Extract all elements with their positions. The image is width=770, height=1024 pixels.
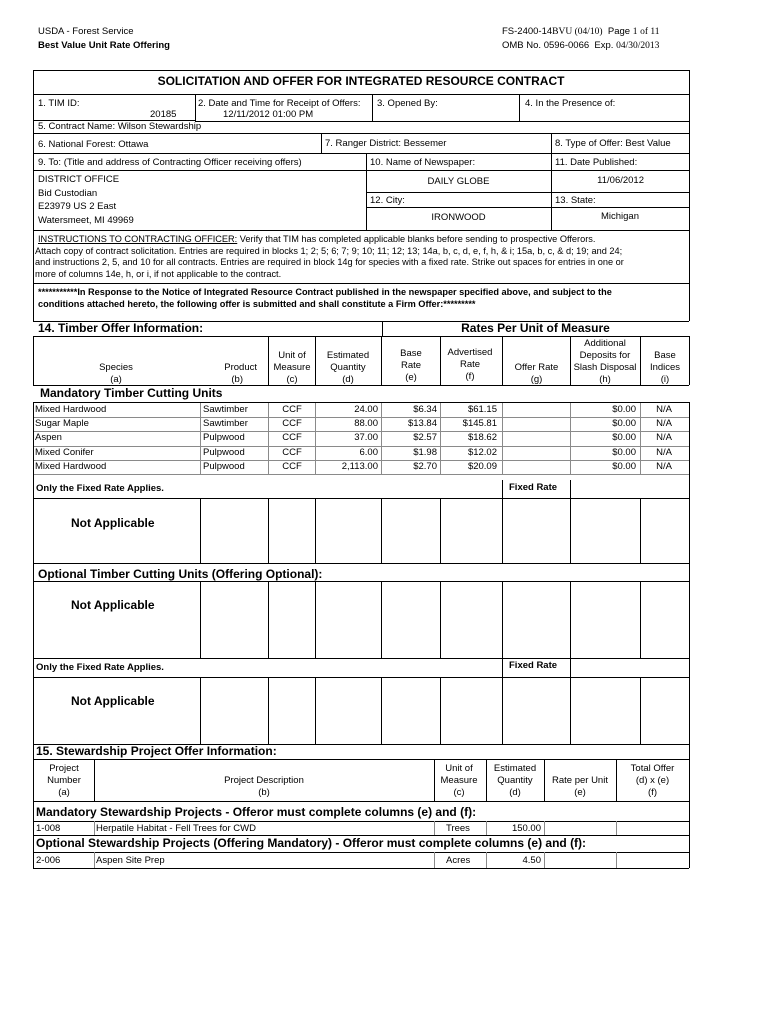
main-title: SOLICITATION AND OFFER FOR INTEGRATED RESOURCE CONTRACT xyxy=(157,74,565,88)
cell-unit-of-measure: CCF xyxy=(282,460,302,472)
col-label: (a) xyxy=(58,787,70,798)
tim-id-label: 1. TIM ID: xyxy=(38,98,80,109)
col-label: Project Description xyxy=(224,775,304,786)
total-offer-input[interactable] xyxy=(616,854,688,866)
address-line: E23979 US 2 East xyxy=(38,201,117,212)
ranger-district: 7. Ranger District: Bessemer xyxy=(325,138,447,149)
cell-product: Pulpwood xyxy=(203,432,245,444)
optional-stewardship-title: Optional Stewardship Projects (Offering Mandatory) - Offeror must complete columns (e) and (f): xyxy=(36,836,587,850)
col-label: (f) xyxy=(465,371,475,382)
optional-timber-title: Optional Timber Cutting Units (Offering Optional): xyxy=(38,567,323,581)
instructions-block xyxy=(38,234,688,246)
project-description: Herpatile Habitat - Fell Trees for CWD xyxy=(96,823,256,834)
cell-product: Sawtimber xyxy=(203,418,248,430)
fixed-rate-label: Fixed Rate xyxy=(509,660,558,671)
opened-by-label: 3. Opened By: xyxy=(377,98,438,109)
cell-species: Mixed Hardwood xyxy=(35,404,107,415)
newspaper-label: 10. Name of Newspaper: xyxy=(370,157,476,168)
instructions-body xyxy=(35,246,689,281)
col-label: (d) xyxy=(509,787,521,798)
cell-unit-of-measure: CCF xyxy=(282,404,302,415)
form-number: FS-2400-14 xyxy=(502,26,553,37)
cell-estimated-quantity: 2,113.00 xyxy=(341,460,378,472)
col-label: Estimated xyxy=(326,350,370,361)
receipt-value: 12/11/2012 01:00 PM xyxy=(223,109,314,120)
offer-rate-input[interactable] xyxy=(503,447,569,460)
offer-rate-input[interactable] xyxy=(503,461,569,474)
total-offer-input[interactable] xyxy=(616,822,688,834)
offer-rate-input[interactable] xyxy=(503,418,569,431)
row-divider xyxy=(33,474,689,475)
cell-base-indices: N/A xyxy=(656,446,672,458)
col-header-project-description xyxy=(94,775,434,799)
contract-name: 5. Contract Name: Wilson Stewardship xyxy=(38,121,202,132)
city-label: 12. City: xyxy=(370,195,405,206)
published-label: 11. Date Published: xyxy=(555,157,638,168)
col-label: Unit of xyxy=(278,350,306,361)
state-label: 13. State: xyxy=(555,195,596,206)
project-description: Aspen Site Prep xyxy=(96,855,165,866)
cell-base-rate: $2.57 xyxy=(413,432,437,444)
firm-offer-notice xyxy=(38,287,688,310)
col-label: Advertised xyxy=(447,347,493,358)
project-number: 1-008 xyxy=(36,823,61,834)
col-label: (c) xyxy=(453,787,465,798)
cell-base-indices: N/A xyxy=(656,418,672,430)
not-applicable-label: Not Applicable xyxy=(71,516,155,530)
col-header-product xyxy=(200,362,257,386)
fixed-rate-only-note: Only the Fixed Rate Applies. xyxy=(36,662,164,673)
presence-label: 4. In the Presence of: xyxy=(525,98,616,109)
receipt-label: 2. Date and Time for Receipt of Offers: xyxy=(198,98,361,109)
cell-advertised-rate: $20.09 xyxy=(467,460,497,472)
instructions-line: Verify that TIM has completed applicable blanks before sending to prospective Offerors. xyxy=(237,234,596,244)
cell-advertised-rate: $18.62 xyxy=(467,432,497,444)
col-label: Deposits for xyxy=(579,350,631,361)
col-header-offer-rate xyxy=(503,362,570,386)
national-forest: 6. National Forest: Ottawa xyxy=(38,139,149,150)
newspaper-value: DAILY GLOBE xyxy=(427,176,490,187)
col-label: (d) x (e) xyxy=(635,775,670,786)
col-label: Measure xyxy=(440,775,478,786)
col-label: (a) xyxy=(110,374,122,385)
col-label: Species xyxy=(99,362,133,373)
address-line: Bid Custodian xyxy=(38,187,98,199)
cell-slash-deposit: $0.00 xyxy=(612,418,636,430)
cell-base-indices: N/A xyxy=(656,432,672,444)
timber-section-title: 14. Timber Offer Information: xyxy=(38,321,204,335)
page-of: of 11 xyxy=(640,27,660,37)
col-header-unit-of-measure xyxy=(434,763,484,799)
offer-rate-input[interactable] xyxy=(503,404,569,417)
col-label: (e) xyxy=(574,787,586,798)
cell-estimated-quantity: 88.00 xyxy=(354,418,378,430)
cell-base-rate: $1.98 xyxy=(413,446,437,458)
instructions-line: and instructions 2, 5, and 10 for all contracts. Entries are required in block 14g for species with a fixed rate. Strike out spaces for entries in one or xyxy=(35,257,624,267)
column-divider xyxy=(381,403,382,474)
cell-slash-deposit: $0.00 xyxy=(612,460,636,472)
col-header-advertised-rate xyxy=(440,347,500,383)
cell-base-rate: $6.34 xyxy=(413,404,437,415)
col-label: (g) xyxy=(530,374,543,385)
form-title: Best Value Unit Rate Offering xyxy=(38,40,170,51)
cell-base-rate: $13.84 xyxy=(407,418,437,430)
exp-date: 04/30/2013 xyxy=(616,41,660,51)
column-divider xyxy=(502,403,503,474)
exp-label: Exp. xyxy=(594,40,614,51)
cell-advertised-rate: $145.81 xyxy=(462,418,497,430)
col-label: Quantity xyxy=(497,775,533,786)
project-unit: Trees xyxy=(446,823,470,834)
col-label: (c) xyxy=(286,374,298,385)
col-label: Total Offer xyxy=(630,763,675,774)
col-label: Rate per Unit xyxy=(552,775,608,786)
column-divider xyxy=(200,403,201,474)
col-label: Quantity xyxy=(330,362,366,373)
col-label: Rate xyxy=(459,359,481,370)
rate-per-unit-input[interactable] xyxy=(544,822,615,834)
project-number: 2-006 xyxy=(36,855,61,866)
project-quantity: 150.00 xyxy=(511,823,541,834)
col-label: Rate xyxy=(400,360,422,371)
col-label: (b) xyxy=(258,787,270,798)
tim-id-value: 20185 xyxy=(150,109,177,120)
cell-product: Pulpwood xyxy=(203,446,245,458)
cell-unit-of-measure: CCF xyxy=(282,418,302,430)
mandatory-stewardship-title: Mandatory Stewardship Projects - Offeror must complete columns (e) and (f): xyxy=(36,805,477,819)
col-label: (i) xyxy=(660,374,670,385)
col-label: Offer Rate xyxy=(514,362,559,373)
col-label: Estimated xyxy=(493,763,537,774)
instructions-line: Attach copy of contract solicitation. Entries are required in blocks 1; 2; 5; 6; 7; 9; 10; 11; 12; 13; 14a, b, c, d, e, f, h, & i; 15a, b, c, & d; 19; and 24; xyxy=(35,245,623,256)
instructions-heading: INSTRUCTIONS TO CONTRACTING OFFICER: xyxy=(38,234,238,244)
column-divider xyxy=(268,403,269,474)
cell-base-rate: $2.70 xyxy=(413,460,437,472)
column-divider xyxy=(315,403,316,474)
notice-line: conditions attached hereto, the following offer is submitted and shall constitute a Firm Offer:********* xyxy=(38,298,476,309)
offer-rate-input[interactable] xyxy=(503,432,569,445)
fixed-rate-label: Fixed Rate xyxy=(509,482,558,493)
col-header-rate-per-unit xyxy=(544,775,616,799)
col-label: (f) xyxy=(648,787,657,798)
stewardship-section-title: 15. Stewardship Project Offer Information: xyxy=(36,744,277,758)
cell-unit-of-measure: CCF xyxy=(282,432,302,444)
col-label: (d) xyxy=(342,374,354,385)
col-header-species xyxy=(34,362,198,386)
col-label: Indices xyxy=(649,362,681,373)
column-divider xyxy=(440,403,441,474)
col-header-base-indices xyxy=(641,350,689,386)
cell-product: Sawtimber xyxy=(203,404,248,415)
omb-line xyxy=(502,40,659,51)
cell-slash-deposit: $0.00 xyxy=(612,432,636,444)
col-label: Project xyxy=(49,763,79,774)
column-divider xyxy=(640,403,641,474)
cell-species: Sugar Maple xyxy=(35,418,89,430)
cell-slash-deposit: $0.00 xyxy=(612,446,636,458)
form-number-line xyxy=(502,26,660,37)
col-header-quantity xyxy=(316,350,380,386)
omb-number: OMB No. 0596-0066 xyxy=(502,40,590,51)
page-label: Page xyxy=(607,26,631,37)
city-value: IRONWOOD xyxy=(431,212,486,223)
col-header-total-offer xyxy=(616,763,689,799)
cell-base-indices: N/A xyxy=(656,404,672,415)
col-label: Base xyxy=(400,348,422,359)
address-line: DISTRICT OFFICE xyxy=(38,174,120,185)
column-divider xyxy=(570,403,571,474)
cell-advertised-rate: $61.15 xyxy=(467,404,497,415)
cell-species: Mixed Conifer xyxy=(35,446,94,458)
published-value: 11/06/2012 xyxy=(597,175,644,186)
col-label: (b) xyxy=(231,374,243,385)
col-label: Additional xyxy=(584,338,626,349)
cell-advertised-rate: $12.02 xyxy=(467,446,497,458)
cell-base-indices: N/A xyxy=(656,460,672,472)
notice-line: ***********In Response to the Notice of Integrated Resource Contract published in the newspaper specified above, and subject to the xyxy=(38,287,612,297)
col-header-uom xyxy=(270,350,314,386)
col-label: Measure xyxy=(273,362,311,373)
col-label: (h) xyxy=(599,374,611,385)
mandatory-timber-title: Mandatory Timber Cutting Units xyxy=(40,386,223,400)
col-header-project-number xyxy=(34,763,94,799)
cell-species: Aspen xyxy=(35,432,62,444)
contracting-officer-address xyxy=(38,173,134,227)
col-label: Slash Disposal xyxy=(573,362,637,373)
fixed-rate-only-note: Only the Fixed Rate Applies. xyxy=(36,483,164,494)
col-header-slash-deposits xyxy=(570,338,640,386)
to-label: 9. To: (Title and address of Contracting Officer receiving offers) xyxy=(38,157,302,168)
col-label: Number xyxy=(47,775,81,786)
col-label: Unit of xyxy=(445,763,473,774)
rates-title: Rates Per Unit of Measure xyxy=(461,321,610,335)
cell-estimated-quantity: 37.00 xyxy=(354,432,378,444)
cell-estimated-quantity: 24.00 xyxy=(354,404,378,415)
cell-unit-of-measure: CCF xyxy=(282,446,302,458)
address-line: Watersmeet, MI 49969 xyxy=(38,214,134,226)
state-value: Michigan xyxy=(600,211,639,222)
col-header-base-rate xyxy=(382,348,440,384)
col-label: (e) xyxy=(405,372,417,383)
not-applicable-label: Not Applicable xyxy=(71,598,155,612)
cell-slash-deposit: $0.00 xyxy=(612,404,636,415)
col-label: Product xyxy=(224,362,257,373)
form-version: BVU (04/10) xyxy=(552,27,603,37)
offer-type: 8. Type of Offer: Best Value xyxy=(555,138,671,149)
col-header-estimated-quantity xyxy=(486,763,544,799)
project-quantity: 4.50 xyxy=(522,855,541,866)
instructions-line: more of columns 14e, h, or i, if not applicable to the contract. xyxy=(35,268,282,279)
project-unit: Acres xyxy=(446,855,471,866)
col-label: Base xyxy=(654,350,676,361)
cell-estimated-quantity: 6.00 xyxy=(359,446,378,458)
rate-per-unit-input[interactable] xyxy=(544,854,615,866)
not-applicable-label: Not Applicable xyxy=(71,694,155,708)
cell-product: Pulpwood xyxy=(203,460,245,472)
agency-name: USDA - Forest Service xyxy=(38,26,134,37)
page-number: 1 xyxy=(632,27,638,37)
cell-species: Mixed Hardwood xyxy=(35,460,107,472)
